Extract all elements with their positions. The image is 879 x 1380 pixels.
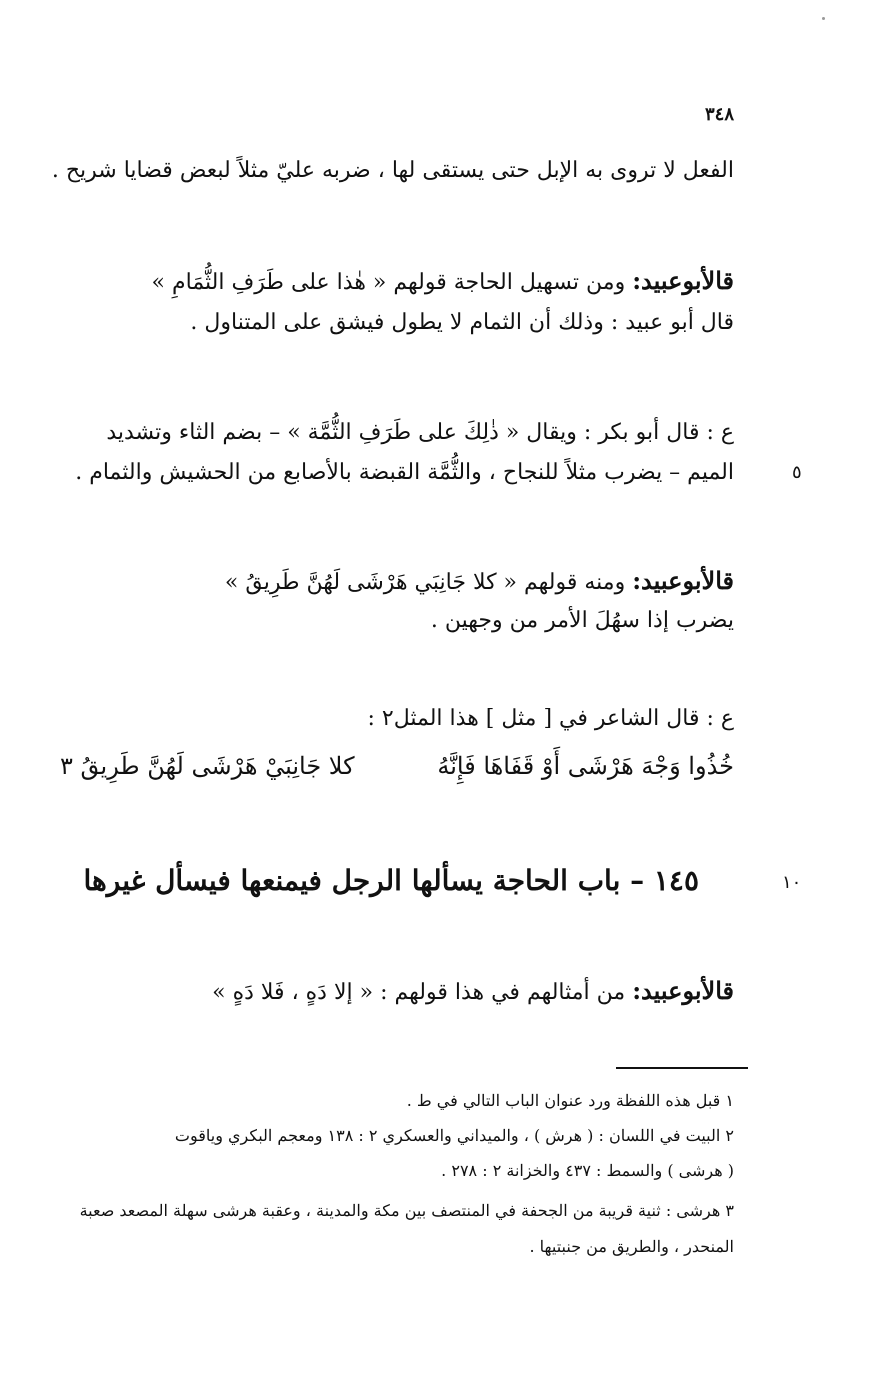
- block-5-lead: قالأبوعبيد:: [632, 976, 734, 1005]
- verse-second-hemistich: كلا جَانِبَيْ هَرْشَى لَهُنَّ طَرِيقُ ٣: [60, 752, 355, 780]
- page-speck: [822, 17, 825, 20]
- footnote-1: ١ قبل هذه اللفظة ورد عنوان الباب التالي في ط .: [406, 1091, 734, 1110]
- block-1-text: ومن تسهيل الحاجة قولهم « هٰذا على طَرَفِ الثُّمَامِ »: [151, 270, 633, 295]
- text-line-1: الفعل لا تروى به الإبل حتى يستقى لها ، ضربه عليّ مثلاً لبعض قضايا شريح .: [51, 158, 734, 183]
- block-5-text: من أمثالهم في هذا قولهم : « إلا دَهٍ ، فَلا دَهٍ »: [212, 980, 633, 1005]
- footnote-3-line-2: المنحدر ، والطريق من جنبتيها .: [529, 1237, 734, 1256]
- block-3-lead: قالأبوعبيد:: [632, 566, 734, 595]
- block-1-line-2: قال أبو عبيد : وذلك أن الثمام لا يطول فيشق على المتناول .: [190, 310, 734, 335]
- block-3-line-1: [14, 566, 734, 598]
- footnote-2-line-1: ٢ البيت في اللسان : ( هرش ) ، والميداني والعسكري ٢ : ١٣٨ ومعجم البكري وياقوت: [174, 1126, 734, 1145]
- block-4-line-1: ع : قال الشاعر في [ مثل ] هذا المثل٢ :: [367, 706, 734, 731]
- block-5-line-1: [14, 976, 734, 1008]
- block-3-text: ومنه قولهم « كلا جَانِبَي هَرْشَى لَهُنَّ طَرِيقُ »: [224, 570, 633, 595]
- margin-line-number-10: ١٠: [782, 872, 802, 893]
- page-number: ٣٤٨: [704, 104, 734, 125]
- margin-line-number-5: ٥: [792, 462, 802, 483]
- block-1-line-1: [14, 266, 734, 298]
- footnote-separator: [616, 1067, 748, 1069]
- block-2-line-1: ع : قال أبو بكر : ويقال « ذٰلِكَ على طَرَفِ الثُّمَّة » – بضم الثاء وتشديد: [106, 420, 734, 445]
- footnote-2-line-2: ( هرشى ) والسمط : ٤٣٧ والخزانة ٢ : ٢٧٨ .: [441, 1161, 734, 1180]
- block-3-line-2: يضرب إذا سهُلَ الأمر من وجهين .: [430, 608, 734, 633]
- verse-first-hemistich: خُذُوا وَجْهَ هَرْشَى أَوْ قَفَاهَا فَإِنَّهُ: [437, 752, 734, 780]
- footnote-3-line-1: ٣ هرشى : ثنية قريبة من الجحفة في المنتصف بين مكة والمدينة ، وعقبة هرشى سهلة المصعد صعبة: [79, 1201, 734, 1220]
- chapter-heading: ١٤٥ – باب الحاجة يسألها الرجل فيمنعها فيسأل غيرها: [83, 864, 699, 897]
- block-1-lead: قالأبوعبيد:: [632, 266, 734, 295]
- block-2-line-2: الميم – يضرب مثلاً للنجاح ، والثُّمَّة القبضة بالأصابع من الحشيش والثمام .: [75, 460, 734, 485]
